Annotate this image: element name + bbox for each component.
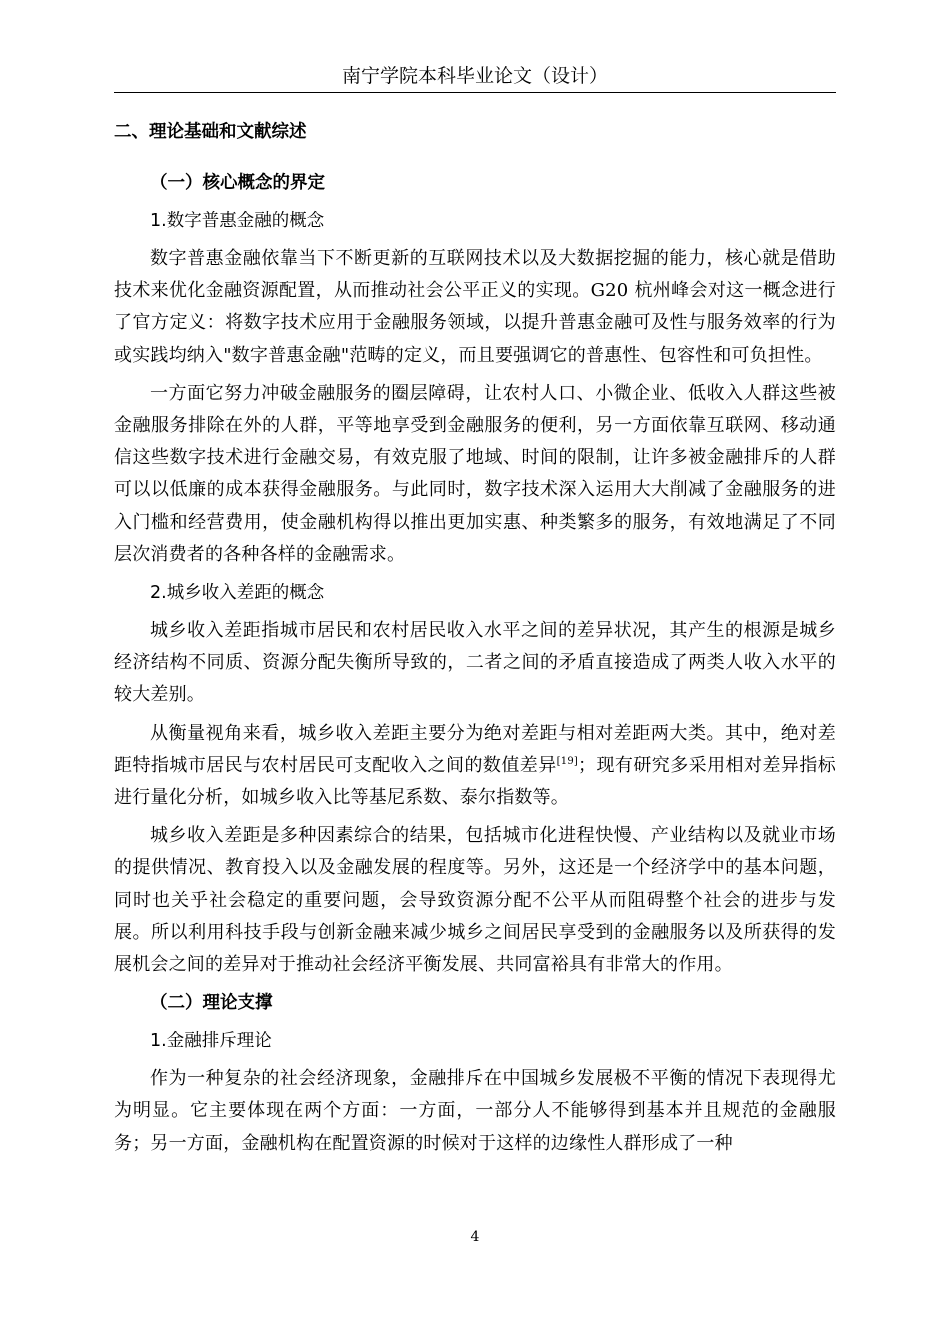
- paragraph-text: ；现有研究多采用相对差异指标进行量化分析，如城乡收入比等基尼系数、泰尔指数等。: [114, 754, 836, 809]
- running-header: 南宁学院本科毕业论文（设计）: [341, 65, 608, 87]
- subsection-heading: （二）理论支撑: [150, 993, 273, 1014]
- paragraph: 城乡收入差距是多种因素综合的结果，包括城市化进程快慢、产业结构以及就业市场的提供情况、教育投入以及金融发展的程度等。另外，这还是一个经济学中的基本问题，同时也关乎社会稳定的重要问题，会导致资源分配不公平从而阻碍整个社会的进步与发展。所以利用科技手段与创新金融来减少城乡之间居民享受到的金融服务以及所获得的发展机会之间的差异对于推动社会经济平衡发展、共同富裕具有非常大的作用。: [114, 825, 836, 976]
- subsubsection-heading: 1.数字普惠金融的概念: [150, 211, 325, 231]
- paragraph: 城乡收入差距指城市居民和农村居民收入水平之间的差异状况，其产生的根源是城乡经济结构不同质、资源分配失衡所导致的，二者之间的矛盾直接造成了两类人收入水平的较大差别。: [114, 620, 836, 706]
- subsubsection-heading: 2.城乡收入差距的概念: [150, 583, 325, 604]
- citation-reference: [19]: [556, 755, 578, 767]
- paragraph: 一方面它努力冲破金融服务的圈层障碍，让农村人口、小微企业、低收入人群这些被金融服务排除在外的人群，平等地享受到金融服务的便利，另一方面依靠互联网、移动通信这些数字技术进行金融交易，有效克服了地域、时间的限制，让许多被金融排斥的人群可以以低廉的成本获得金融服务。与此同时，数字技术深入运用大大削减了金融服务的进入门槛和经营费用，使金融机构得以推出更加实惠、种类繁多的服务，有效地满足了不同层次消费者的各种各样的金融需求。: [114, 382, 836, 565]
- subsubsection-heading: 1.金融排斥理论: [150, 1031, 272, 1052]
- header-rule: [114, 92, 836, 93]
- page-body: [114, 116, 836, 1166]
- subsection-heading: （一）核心概念的界定: [150, 173, 325, 193]
- paragraph: [114, 718, 836, 815]
- paragraph: 作为一种复杂的社会经济现象，金融排斥在中国城乡发展极不平衡的情况下表现得尤为明显。它主要体现在两个方面：一方面，一部分人不能够得到基本并且规范的金融服务；另一方面，金融机构在配置资源的时候对于这样的边缘性人群形成了一种: [114, 1068, 836, 1154]
- paragraph: 数字普惠金融依靠当下不断更新的互联网技术以及大数据挖掘的能力，核心就是借助技术来优化金融资源配置，从而推动社会公平正义的实现。G20 杭州峰会对这一概念进行了官方定义：将数字技术应用于金融服务领域，以提升普惠金融可及性与服务效率的行为或实践均纳入"数字普惠金融"范畴的定义，而且要强调它的普惠性、包容性和可负担性。: [114, 248, 836, 366]
- page-number: 4: [470, 1229, 480, 1245]
- section-heading: 二、理论基础和文献综述: [114, 122, 307, 142]
- paragraph-text: 从衡量视角来看，城乡收入差距主要分为绝对差距与相对差距两大类。其中，绝对差距特指城市居民与农村居民可支配收入之间的数值差异: [114, 722, 836, 776]
